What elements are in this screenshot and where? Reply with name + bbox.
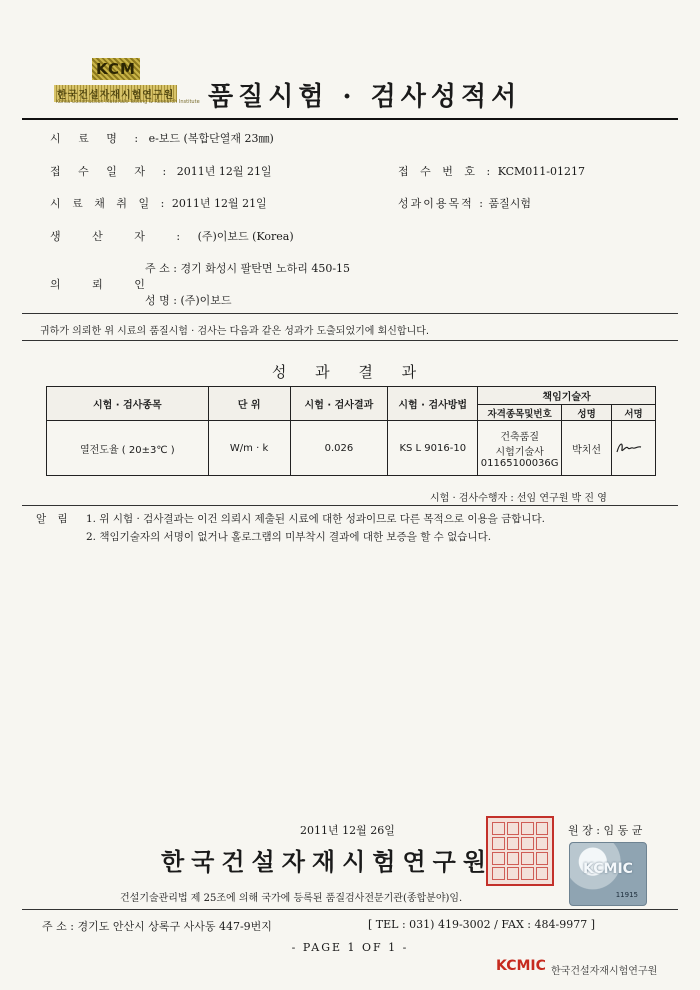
received-date-label: 접 수 일 자 : bbox=[50, 165, 174, 178]
received-date-value: 2011년 12월 21일 bbox=[176, 165, 272, 178]
director-name: 원 장 : 임 동 균 bbox=[568, 824, 643, 837]
producer-row bbox=[50, 228, 294, 244]
cert-line-1: 건축품질 bbox=[500, 431, 539, 443]
logo-org-name: 한국건설자재시험연구원 bbox=[54, 85, 177, 102]
response-statement: 귀하가 의뢰한 위 시료의 품질시험 · 검사는 다음과 같은 성과가 도출되었기에 회신합니다. bbox=[40, 326, 430, 337]
sampling-date-value: 2011년 12월 21일 bbox=[171, 197, 267, 210]
sample-row bbox=[50, 130, 274, 146]
cell-unit: W/m · k bbox=[208, 421, 290, 476]
client-name-value: (주)이보드 bbox=[180, 294, 232, 307]
results-divider bbox=[22, 505, 678, 506]
statement-divider bbox=[22, 340, 678, 341]
hologram-sticker-icon bbox=[569, 842, 647, 906]
footer-divider bbox=[22, 909, 678, 910]
producer-label: 생 산 자 : bbox=[50, 230, 195, 243]
header-item: 시험 · 검사종목 bbox=[47, 387, 209, 421]
client-name-row bbox=[145, 292, 232, 308]
sampling-date-row bbox=[50, 195, 267, 211]
header-sign: 서명 bbox=[612, 405, 656, 421]
results-section-title: 성 과 결 과 bbox=[271, 363, 429, 381]
issue-date: 2011년 12월 26일 bbox=[300, 824, 395, 837]
header-unit: 단 위 bbox=[208, 387, 290, 421]
cert-line-3: 01165100036G bbox=[480, 457, 559, 469]
signature-icon bbox=[614, 439, 644, 457]
purpose-row bbox=[398, 195, 531, 211]
info-divider bbox=[22, 313, 678, 314]
purpose-label: 성과이용목적 : bbox=[398, 197, 485, 210]
client-name-label: 성 명 : bbox=[145, 294, 177, 307]
notice-item-2: 2. 책임기술자의 서명이 없거나 홀로그램의 미부착시 결과에 대한 보증을 할 수 없습니다. bbox=[86, 531, 492, 543]
header-method: 시험 · 검사방법 bbox=[388, 387, 478, 421]
institute-address: 주 소 : 경기도 안산시 상록구 사사동 447-9번지 bbox=[42, 920, 272, 933]
issuing-organization: 한국건설자재시험연구원 bbox=[161, 848, 494, 876]
client-address-label: 주 소 : bbox=[145, 262, 177, 275]
producer-value: (주)이보드 (Korea) bbox=[197, 230, 294, 243]
notice-label: 알 림 bbox=[36, 513, 72, 525]
client-label: 의 뢰 인 bbox=[50, 278, 159, 291]
header-result: 시험 · 검사결과 bbox=[290, 387, 388, 421]
registration-statement: 건설기술관리법 제 25조에 의해 국가에 등록된 품질검사전문기관(종합분야)임. bbox=[120, 893, 463, 904]
cell-method: KS L 9016-10 bbox=[388, 421, 478, 476]
page-number: - PAGE 1 OF 1 - bbox=[291, 941, 409, 954]
cell-result: 0.026 bbox=[290, 421, 388, 476]
document-title: 품질시험 · 검사성적서 bbox=[208, 82, 522, 112]
notice-item-1: 1. 위 시험 · 검사결과는 이건 의뢰시 제출된 시료에 대한 성과이므로 다른 목적으로 이용을 금합니다. bbox=[86, 513, 545, 525]
purpose-value: 품질시험 bbox=[488, 197, 531, 210]
received-date-row bbox=[50, 163, 272, 179]
receipt-no-row bbox=[398, 163, 585, 179]
header-divider bbox=[22, 118, 678, 120]
results-table bbox=[46, 386, 656, 476]
hologram-number: 11915 bbox=[615, 891, 638, 899]
receipt-no-label: 접 수 번 호 : bbox=[398, 165, 495, 178]
bottom-org-name: 한국건설자재시험연구원 bbox=[551, 966, 658, 977]
cell-name: 박치선 bbox=[562, 421, 612, 476]
sample-label: 시 료 명 : bbox=[50, 132, 146, 145]
header-engineer: 책임기술자 bbox=[478, 387, 656, 405]
logo-org-english: Korea Construction Materials Testing & Research Institute bbox=[56, 99, 200, 105]
kcmic-logo: KCMIC bbox=[496, 958, 546, 974]
institute-logo: KCM bbox=[92, 58, 140, 80]
performer-line: 시험 · 검사수행자 : 선임 연구원 박 진 영 bbox=[430, 493, 607, 504]
table-row bbox=[47, 421, 656, 476]
cell-cert bbox=[478, 421, 562, 476]
sampling-date-label: 시 료 채 취 일 : bbox=[50, 197, 169, 210]
institute-contact: [ TEL : 031) 419-3002 / FAX : 484-9977 ] bbox=[368, 918, 595, 931]
receipt-no-value: KCM011-01217 bbox=[497, 165, 586, 178]
header-cert: 자격종목및번호 bbox=[478, 405, 562, 421]
cell-item: 열전도율 ( 20±3℃ ) bbox=[47, 421, 209, 476]
client-address-row bbox=[145, 260, 350, 276]
header-name: 성명 bbox=[562, 405, 612, 421]
cert-line-2: 시험기술사 bbox=[495, 446, 544, 458]
client-address-value: 경기 화성시 팔탄면 노하리 450-15 bbox=[180, 262, 351, 275]
sample-value: e-보드 (복합단열재 23㎜) bbox=[148, 132, 274, 145]
hologram-text: KCMIC bbox=[583, 861, 633, 877]
official-seal-icon bbox=[486, 816, 554, 886]
